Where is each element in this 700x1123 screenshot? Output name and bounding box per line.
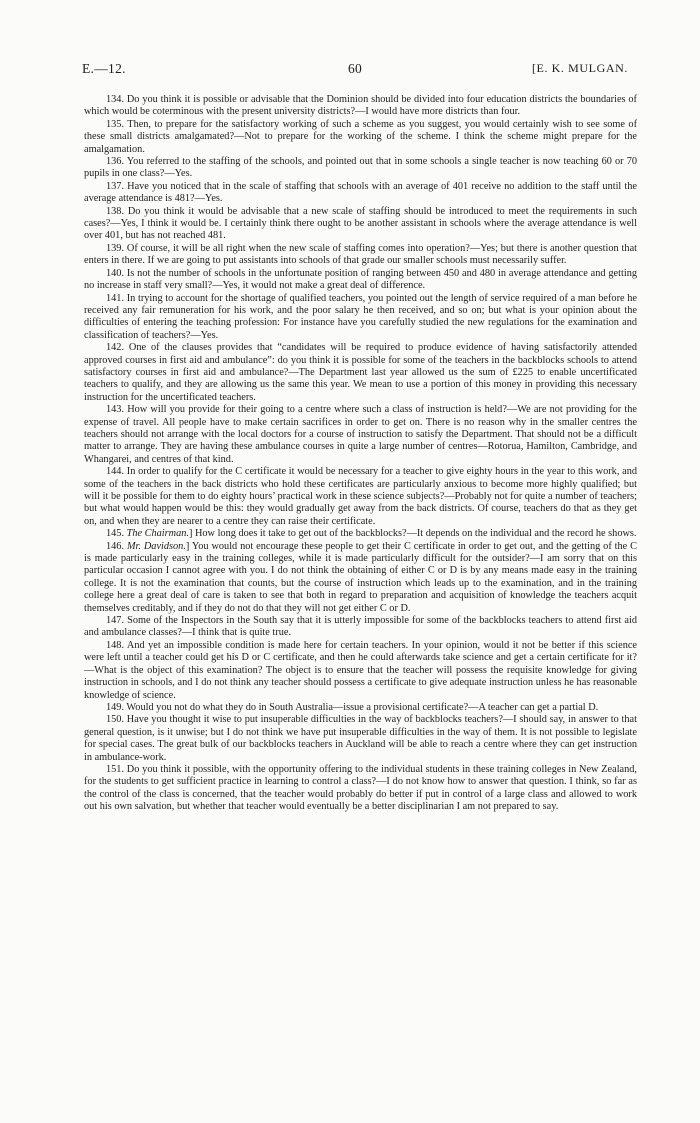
paragraph-150: 150. Have you thought it wise to put insuperable difficulties in the way of backblocks teachers?—I should say, in answer to that general question, is it unwise; but I do not think we have put insuperable difficulties in the way of them. It is not possible to legislate for special cases. The great bulk of our backblocks teachers in Auckland will be able to reach a centre where they can get instruction in ambulance-work.	[84, 714, 637, 763]
paragraph-139: 139. Of course, it will be all right when the new scale of staffing comes into operation?—Yes; but there is another question that enters in there. If we are going to put assistants into schools of that grade our smaller schools must necessarily suffer.	[84, 242, 637, 267]
paragraph-148: 148. And yet an impossible condition is made here for certain teachers. In your opinion, would it not be better if this science were left until a teacher could get his D or C certificate, and then he could afterwards take science and get a certain certificate for it?—What is the object of this examination? The object is to ensure that the teacher will possess the requisite knowledge for giving instruction in schools, and I do not think any teacher should possess a certificate to give adequate instruction unless he has reasonable knowledge of science.	[84, 639, 637, 701]
paragraph-134: 134. Do you think it is possible or advisable that the Dominion should be divided into four education districts the boundaries of which would be coterminous with the present university districts?—I would have more districts than four.	[84, 94, 637, 118]
paragraph-136: 136. You referred to the staffing of the schools, and pointed out that in some schools a single teacher is now teaching 60 or 70 pupils in one class?—Yes.	[84, 156, 637, 180]
report-reference: E.—12.	[82, 61, 126, 76]
speaker-name: The Chairman.	[126, 528, 189, 540]
paragraph-142: 142. One of the clauses provides that “candidates will be required to produce evidence of having satisfactorily attended approved courses in first aid and ambulance”: do you think it is possible for some of the teachers in the backblocks schools to attend satisfactory courses in first aid and ambulance?—The Department last year allowed us the sum of £225 to enable uncertificated teachers to qualify, and they are allowing us the same this year. We mean to use a portion of this money in providing this necessary instruction for the uncertificated teachers.	[84, 342, 637, 403]
paragraph-147: 147. Some of the Inspectors in the South say that it is utterly impossible for some of the backblocks teachers to attend first aid and ambulance classes?—I think that is quite true.	[84, 615, 637, 639]
paragraph-135: 135. Then, to prepare for the satisfactory working of such a scheme as you suggest, you would certainly wish to see some of these small districts amalgamated?—Not to prepare for the working of the scheme. I think the scheme might prepare for the amalgamation.	[84, 118, 637, 155]
paragraph-143: 143. How will you provide for their going to a centre where such a class of instruction is held?—We are not providing for the expense of travel. All people have to make certain sacrifices in order to get on. There is no reason why in the smaller centres the teachers should not arrange with the local doctors for a course of instruction to satisfy the Department. That should not be a difficult matter to arrange. They are having these ambulance courses in quite a large number of centres—Rotorua, Hamilton, Cambridge, and Whangarei, and centres of that kind.	[84, 404, 637, 465]
paragraph-140: 140. Is not the number of schools in the unfortunate position of ranging between 450 and 480 in average attendance and getting no increase in staff very small?—Yes, it would not make a great deal of difference.	[84, 267, 637, 292]
paragraph-146	[84, 541, 637, 615]
page-number: 60	[347, 61, 363, 76]
paragraph-text: ] How long does it take to get out of the backblocks?—It depends on the individual and the record he shows.	[188, 528, 637, 540]
paragraph-text: ] You would not encourage these people to get their C certificate in order to get out, and the getting of the C is made particularly easy in the training colleges, while it is made particularly difficult for the outsider?—I am sorry that on this particular occasion I cannot agree with you. I do not think the obtaining of either C or D is by any means made easy in the training college. It is not the examination that counts, but the course of instruction which leads up to the examination, and in the training college here a great deal of care is taken to see that both in regard to preparation and acquisition of knowledge the teachers acquit themselves creditably, and if they do not do that they will not get either C or D.	[84, 540, 638, 614]
paragraph-145	[84, 528, 637, 540]
paragraph-137: 137. Have you noticed that in the scale of staffing that schools with an average of 401 receive no addition to the staff until the average attendance is 481?—Yes.	[84, 180, 637, 205]
paragraph-151: 151. Do you think it possible, with the opportunity offering to the individual students in these training colleges in New Zealand, for the students to get sufficient practice in learning to control a class?—I do not know how to answer that question. I think, so far as the control of the class is concerned, that the teacher would probably do better if put in control of a large class and allowed to work out his own salvation, but whether that teacher would eventually be a better disciplinarian I am not prepared to say.	[84, 763, 637, 813]
paragraph-149: 149. Would you not do what they do in South Australia—issue a provisional certificate?—A teacher can get a partial D.	[106, 701, 599, 713]
paragraph-144: 144. In order to qualify for the C certificate it would be necessary for a teacher to give eighty hours in the year to this work, and some of the teachers in the back districts who hold these certificates are particularly anxious to become more highly qualified; but will it be possible for them to do eighty hours’ practical work in these science subjects?—Probably not for quite a number of teachers; but what would happen would be this: they would gradually get away from the back districts. Of course, teachers do that as they get on, and when they are nearer to a centre they can raise their certificate.	[84, 466, 637, 527]
witness-name: [E. K. MULGAN.	[531, 61, 628, 75]
paragraph-number: 145.	[106, 528, 127, 540]
paragraph-138: 138. Do you think it would be advisable that a new scale of staffing should be introduced to meet the requirements in such cases?—Yes, I think it would be. I certainly think there ought to be another assistant in schools where the average attendance is well over 401, but has not reached 481.	[84, 205, 637, 242]
paragraph-number: 146.	[106, 540, 127, 552]
testimony-body	[84, 94, 637, 814]
paragraph-141: 141. In trying to account for the shortage of qualified teachers, you pointed out the length of service required of a man before he received any fair remuneration for his work, and the poor salary he then received, and so on; but what is your opinion about the difficulties of entering the teaching profession: For instance have you carefully studied the new regulations for the examination and classification of teachers?—Yes.	[84, 292, 637, 341]
speaker-name: Mr. Davidson.	[126, 540, 186, 552]
page-header	[82, 61, 628, 79]
